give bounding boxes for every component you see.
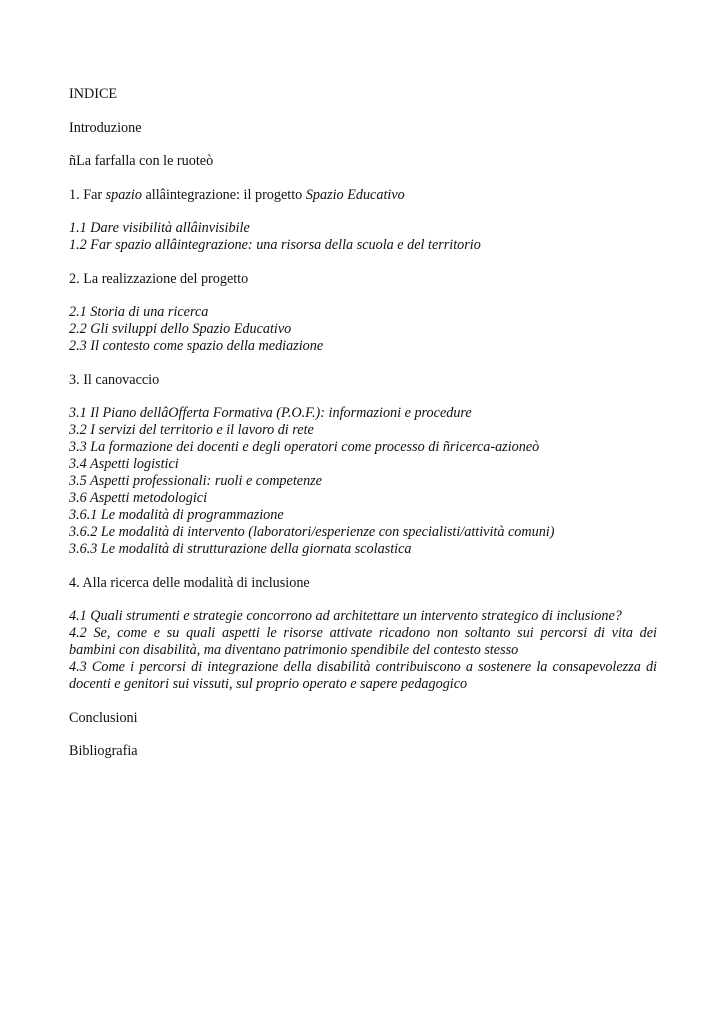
chapter-1-em2: Spazio Educativo — [305, 186, 405, 203]
toc-item-3-6-1: 3.6.1 Le modalità di programmazione — [69, 507, 284, 523]
toc-chapter-1 — [69, 187, 657, 204]
chapter-1-pre: 1. Far — [69, 186, 106, 203]
toc-bibliography: Bibliografia — [69, 743, 138, 759]
toc-item-3-6-2: 3.6.2 Le modalità di intervento (laboratori/esperienze con specialisti/attività comuni) — [69, 524, 555, 540]
toc-item-1-2: 1.2 Far spazio allâintegrazione: una risorsa della scuola e del territorio — [69, 237, 481, 253]
toc-item-1-1: 1.1 Dare visibilità allâinvisibile — [69, 220, 250, 236]
toc-item-3-1: 3.1 Il Piano dellâOfferta Formativa (P.O.F.): informazioni e procedure — [69, 405, 472, 421]
toc-item-4-3-line-2: docenti e genitori sui vissuti, sul proprio operato e sapere pedagogico — [69, 676, 468, 692]
toc-item-2-3: 2.3 Il contesto come spazio della mediazione — [69, 338, 324, 354]
toc-chapter-2: 2. La realizzazione del progetto — [69, 270, 249, 287]
toc-item-2-2: 2.2 Gli sviluppi dello Spazio Educativo — [69, 321, 292, 337]
toc-item-4-1: 4.1 Quali strumenti e strategie concorrono ad architettare un intervento strategico di inclusione? — [69, 608, 622, 624]
toc-chapter-4: 4. Alla ricerca delle modalità di inclusione — [69, 574, 310, 591]
toc-item-3-4: 3.4 Aspetti logistici — [69, 456, 179, 472]
toc-introduction: Introduzione — [69, 119, 142, 136]
chapter-1-em1: spazio — [105, 186, 142, 203]
toc-item-4-3-line-1: 4.3 Come i percorsi di integrazione della disabilità contribuiscono a sostenere la consapevolezza di — [69, 659, 657, 675]
toc-conclusions: Conclusioni — [69, 709, 138, 726]
toc-item-3-5: 3.5 Aspetti professionali: ruoli e competenze — [69, 473, 322, 489]
chapter-1-mid: allâintegrazione: il progetto — [141, 186, 306, 203]
toc-item-3-3: 3.3 La formazione dei docenti e degli operatori come processo di ñricerca-azioneò — [69, 439, 540, 455]
toc-item-2-1: 2.1 Storia di una ricerca — [69, 304, 209, 320]
toc-item-3-6: 3.6 Aspetti metodologici — [69, 490, 208, 506]
table-of-contents — [69, 86, 657, 760]
toc-chapter-3: 3. Il canovaccio — [69, 371, 160, 388]
toc-item-4-2-line-2: bambini con disabilità, ma diventano patrimonio spendibile del contesto stesso — [69, 642, 519, 658]
toc-item-3-6-3: 3.6.3 Le modalità di strutturazione della giornata scolastica — [69, 541, 412, 557]
toc-quote-title: ñLa farfalla con le ruoteò — [69, 153, 214, 169]
index-title: INDICE — [69, 86, 118, 102]
toc-item-3-2: 3.2 I servizi del territorio e il lavoro di rete — [69, 422, 314, 438]
toc-item-4-2-line-1: 4.2 Se, come e su quali aspetti le risorse attivate ricadono non soltanto sui percorsi di vita dei — [69, 625, 657, 641]
